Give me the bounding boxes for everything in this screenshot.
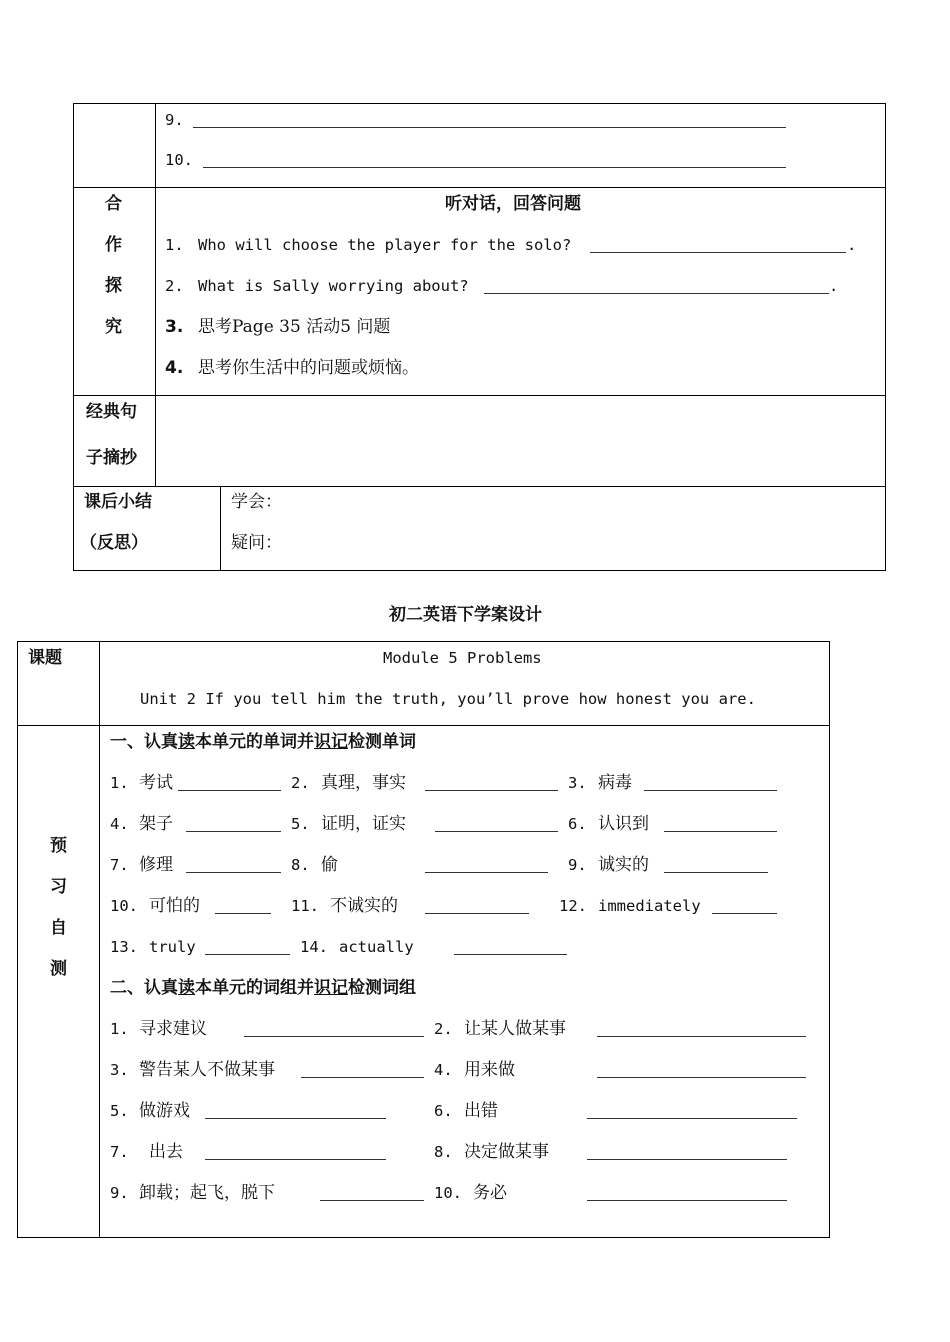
word-number: 7. <box>110 856 129 874</box>
phrase-prompt: 务必 <box>473 1183 507 1203</box>
phrase-number: 1. <box>110 1020 129 1038</box>
question-1-text: Who will choose the player for the solo? <box>198 236 572 254</box>
word-prompt: 认识到 <box>598 814 649 834</box>
word-number: 10. <box>110 897 138 915</box>
word-prompt: 可怕的 <box>149 896 200 916</box>
word-blank[interactable] <box>178 790 281 791</box>
word-blank[interactable] <box>425 872 548 873</box>
word-number: 9. <box>568 856 587 874</box>
phrase-blank[interactable] <box>320 1200 424 1201</box>
heading-part: 检测词组 <box>348 978 416 998</box>
phrase-prompt: 决定做某事 <box>464 1142 549 1162</box>
word-prompt: actually <box>339 938 414 956</box>
word-blank[interactable] <box>186 831 281 832</box>
phrase-blank[interactable] <box>587 1159 787 1160</box>
phrase-prompt: 卸载；起飞，脱下 <box>139 1183 275 1203</box>
phrase-prompt: 出错 <box>464 1101 498 1121</box>
question-1-end: . <box>847 236 857 254</box>
phrase-number: 7. <box>110 1143 129 1161</box>
word-number: 13. <box>110 938 138 956</box>
question-3-text: 思考Page 35 活动5 问题 <box>198 317 391 337</box>
section-1-heading <box>110 732 416 752</box>
heading-part-underlined: 读 <box>178 732 195 752</box>
word-number: 2. <box>291 774 310 792</box>
answer-number: 10. <box>165 151 193 169</box>
word-number: 12. <box>559 897 587 915</box>
phrase-prompt: 出去 <box>149 1142 183 1162</box>
summary-questions: 疑问： <box>231 533 282 553</box>
phrase-prompt: 做游戏 <box>139 1101 190 1121</box>
answer-number: 9. <box>165 111 184 129</box>
module-title: Module 5 Problems <box>383 649 542 667</box>
summary-label-line1: 课后小结 <box>84 492 152 512</box>
heading-part-underlined: 识记 <box>314 978 348 998</box>
preview-label-char: 测 <box>50 959 67 979</box>
question-2-text: What is Sally worrying about? <box>198 277 469 295</box>
heading-part: 本单元的词组并 <box>195 978 314 998</box>
word-prompt: 真理，事实 <box>321 773 406 793</box>
phrase-number: 8. <box>434 1143 453 1161</box>
phrase-number: 2. <box>434 1020 453 1038</box>
heading-part-underlined: 识记 <box>314 732 348 752</box>
summary-learned: 学会： <box>231 492 282 512</box>
phrase-number: 6. <box>434 1102 453 1120</box>
cooperation-label-char: 作 <box>105 235 122 255</box>
cooperation-heading: 听对话，回答问题 <box>445 194 581 214</box>
phrase-blank[interactable] <box>205 1118 386 1119</box>
preview-label-char: 预 <box>50 836 67 856</box>
word-blank[interactable] <box>454 954 567 955</box>
phrase-prompt: 让某人做某事 <box>464 1019 566 1039</box>
phrase-number: 9. <box>110 1184 129 1202</box>
question-number: 1. <box>165 236 184 254</box>
word-prompt: 偷 <box>321 855 338 875</box>
word-blank[interactable] <box>205 954 290 955</box>
word-blank[interactable] <box>425 790 558 791</box>
heading-part: 本单元的单词并 <box>195 732 314 752</box>
phrase-prompt: 寻求建议 <box>139 1019 207 1039</box>
phrase-blank[interactable] <box>205 1159 386 1160</box>
question-number: 4. <box>165 358 184 378</box>
phrase-number: 4. <box>434 1061 453 1079</box>
word-prompt: 证明，证实 <box>321 814 406 834</box>
question-number: 2. <box>165 277 184 295</box>
word-number: 3. <box>568 774 587 792</box>
cooperation-label-char: 探 <box>105 276 122 296</box>
summary-label-line2: （反思） <box>80 533 148 553</box>
section-2-heading <box>110 978 416 998</box>
classic-label-line1: 经典句 <box>86 402 137 422</box>
classic-sentences-area[interactable] <box>157 397 884 485</box>
word-number: 4. <box>110 815 129 833</box>
phrase-blank[interactable] <box>301 1077 424 1078</box>
word-prompt: 考试 <box>139 773 173 793</box>
preview-label-char: 习 <box>50 877 67 897</box>
preview-label-char: 自 <box>50 918 67 938</box>
word-blank[interactable] <box>644 790 777 791</box>
phrase-blank[interactable] <box>587 1200 787 1201</box>
page-title: 初二英语下学案设计 <box>389 605 542 625</box>
word-prompt: immediately <box>598 897 701 915</box>
word-blank[interactable] <box>215 913 271 914</box>
heading-part: 二、认真 <box>110 978 178 998</box>
topic-label: 课题 <box>28 648 62 668</box>
cooperation-label-char: 究 <box>105 317 122 337</box>
answer-blank-10[interactable] <box>203 167 786 168</box>
phrase-number: 5. <box>110 1102 129 1120</box>
phrase-blank[interactable] <box>244 1036 424 1037</box>
word-prompt: 病毒 <box>598 773 632 793</box>
word-prompt: 修理 <box>139 855 173 875</box>
unit-title: Unit 2 If you tell him the truth, you’ll prove how honest you are. <box>140 690 756 708</box>
word-number: 1. <box>110 774 129 792</box>
word-blank[interactable] <box>435 831 558 832</box>
word-blank[interactable] <box>664 872 768 873</box>
word-blank[interactable] <box>712 913 777 914</box>
word-number: 11. <box>291 897 319 915</box>
question-4-text: 思考你生活中的问题或烦恼。 <box>198 358 419 378</box>
phrase-blank[interactable] <box>597 1036 806 1037</box>
word-prompt: truly <box>149 938 196 956</box>
answer-blank-9[interactable] <box>193 127 786 128</box>
phrase-prompt: 用来做 <box>464 1060 515 1080</box>
question-2-blank[interactable] <box>484 293 829 294</box>
word-blank[interactable] <box>425 913 529 914</box>
classic-label-line2: 子摘抄 <box>86 448 137 468</box>
word-prompt: 不诚实的 <box>330 896 398 916</box>
question-2-end: . <box>829 277 839 295</box>
phrase-blank[interactable] <box>587 1118 797 1119</box>
question-number: 3. <box>165 317 184 337</box>
phrase-prompt: 警告某人不做某事 <box>139 1060 275 1080</box>
word-number: 8. <box>291 856 310 874</box>
phrase-number: 3. <box>110 1061 129 1079</box>
word-number: 6. <box>568 815 587 833</box>
cooperation-label-char: 合 <box>105 194 122 214</box>
word-blank[interactable] <box>186 872 281 873</box>
word-number: 5. <box>291 815 310 833</box>
word-blank[interactable] <box>664 831 777 832</box>
question-1-blank[interactable] <box>590 252 846 253</box>
heading-part: 检测单词 <box>348 732 416 752</box>
heading-part: 一、认真 <box>110 732 178 752</box>
word-prompt: 诚实的 <box>598 855 649 875</box>
phrase-blank[interactable] <box>597 1077 806 1078</box>
word-number: 14. <box>300 938 328 956</box>
word-prompt: 架子 <box>139 814 173 834</box>
heading-part-underlined: 读 <box>178 978 195 998</box>
phrase-number: 10. <box>434 1184 462 1202</box>
